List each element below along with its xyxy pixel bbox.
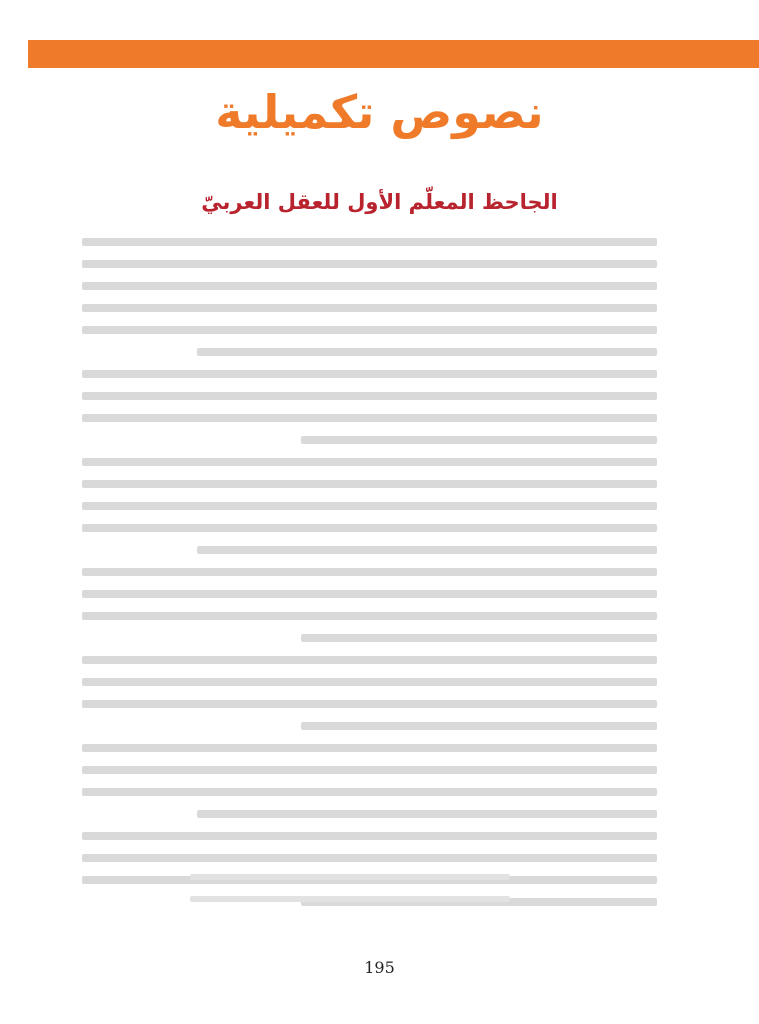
- page-number: 195: [364, 958, 395, 977]
- body-text-placeholder: [82, 238, 657, 920]
- section-subtitle: الجاحظ المعلّم الأول للعقل العربيّ: [201, 190, 558, 214]
- paragraph-placeholder: [82, 370, 657, 444]
- paragraph-placeholder: [82, 744, 657, 818]
- citation-placeholder: [190, 874, 510, 918]
- paragraph-placeholder: [82, 458, 657, 554]
- paragraph-placeholder: [82, 238, 657, 356]
- paragraph-placeholder: [82, 656, 657, 730]
- paragraph-placeholder: [82, 568, 657, 642]
- header-band: [28, 40, 759, 68]
- page-title: نصوص تكميلية: [215, 85, 544, 139]
